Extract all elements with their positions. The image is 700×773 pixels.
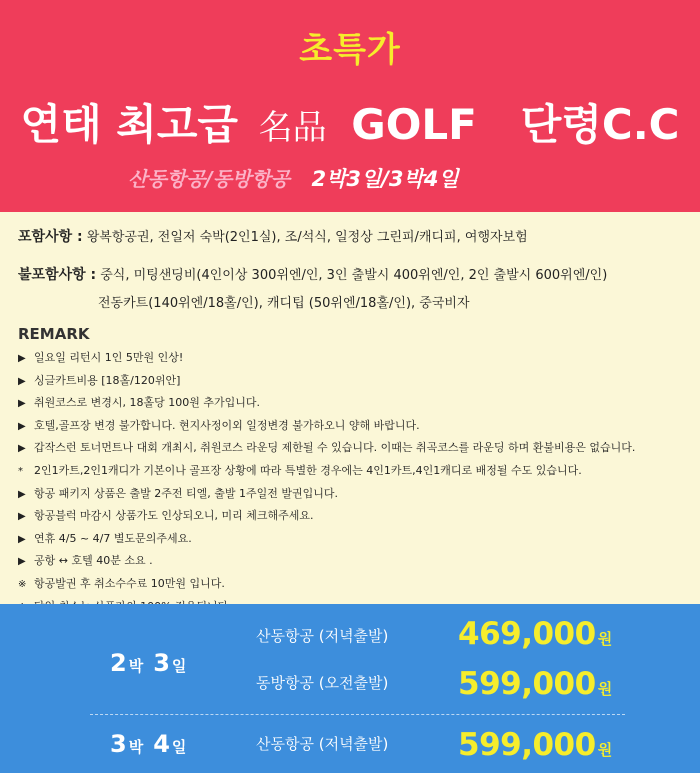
duration-days-number: 4: [153, 730, 170, 758]
route-label: 산동항공 (저녁출발): [256, 735, 389, 753]
duration-days-unit: 일: [171, 738, 187, 756]
page-title: [0, 92, 700, 152]
bullet-marker-icon: ▶: [18, 533, 26, 545]
remark-item: [18, 483, 688, 506]
bullet-marker-icon: ▶: [18, 353, 26, 364]
price-value: [458, 666, 612, 702]
subtitle: [128, 163, 459, 193]
remark-text: 항공발권 후 취소수수료 10만원 입니다.: [34, 576, 225, 590]
bullet-marker-icon: ▶: [18, 556, 26, 568]
bullet-marker-icon: *: [18, 465, 23, 477]
duration-2n3d: [110, 649, 196, 677]
title-golf: GOLF: [351, 100, 477, 149]
exclude-text-1: 중식, 미팅샌딩비(4인이상 300위엔/인, 3인 출발시 400위엔/인, 2인 출발시 600위엔/인): [100, 268, 608, 283]
bullet-marker-icon: ▶: [18, 420, 26, 432]
price-amount: 599,000: [458, 727, 596, 763]
duration-nights-unit: 박: [128, 657, 144, 675]
duration-days-number: 3: [153, 649, 170, 677]
bullet-marker-icon: ▶: [18, 398, 26, 410]
exclude-row: [18, 264, 688, 284]
remark-item: [18, 505, 688, 528]
remark-item: [18, 573, 688, 596]
include-row: [18, 226, 688, 246]
remark-text: 호텔,골프장 변경 불가합니다. 현지사정이외 일정변경 불가하오니 양해 바랍니다.: [34, 418, 420, 432]
price-unit: 원: [597, 680, 613, 698]
title-main: 연태 최고급: [20, 100, 238, 149]
remark-text: 항공블럭 마감시 상품가도 인상되오니, 미리 체크해주세요.: [34, 509, 314, 523]
bullet-marker-icon: ▶: [18, 443, 26, 455]
exclude-text-2: 전동카트(140위엔/18홀/인), 캐디팁 (50위엔/18홀/인), 중국비자: [98, 296, 470, 311]
route-label: 산동항공 (저녁출발): [256, 627, 389, 645]
bullet-marker-icon: ▶: [18, 375, 26, 387]
exclude-row-2: [18, 292, 688, 311]
duration-nights-number: 2: [110, 649, 127, 677]
remark-text: 2인1카트,2인1캐디가 기본이나 골프장 상황에 따라 특별한 경우에는 4인1카트,4인1캐디로 배정될 수도 있습니다.: [34, 463, 582, 477]
remark-text: 취원코스로 변경시, 18홀당 100원 추가입니다.: [34, 396, 260, 410]
remark-item: [18, 347, 688, 370]
price-amount: 599,000: [458, 666, 596, 702]
header-banner: [0, 0, 700, 212]
remark-text: 싱글카트비용 [18홀/120위안]: [34, 373, 181, 387]
remark-text: 항공 패키지 상품은 출발 2주전 티엘, 출발 1주일전 발권입니다.: [34, 486, 338, 500]
remark-item: [18, 392, 688, 415]
duration-nights-number: 3: [110, 730, 127, 758]
route-label: 동방항공 (오전출발): [256, 674, 389, 692]
remark-item: [18, 460, 688, 483]
remark-text: 연휴 4/5 ~ 4/7 별도문의주세요.: [34, 531, 192, 545]
remark-text: 일요일 리턴시 1인 5만원 인상!: [34, 351, 184, 364]
remark-item: [18, 370, 688, 393]
price-unit: 원: [597, 630, 613, 648]
tour-info: [18, 226, 688, 618]
duration-3n4d: [110, 730, 196, 758]
duration-nights-unit: 박: [128, 738, 144, 756]
remark-item: [18, 415, 688, 438]
price-unit: 원: [597, 741, 613, 759]
remark-item: [18, 528, 688, 551]
subtitle-airlines: 산동항공/동방항공: [128, 167, 290, 191]
title-club: 단령C.C: [520, 100, 680, 149]
remark-item: [18, 550, 688, 573]
subtitle-nights: 2박3일/3박4일: [311, 167, 459, 191]
price-panel: [0, 604, 700, 773]
price-value: [458, 616, 612, 652]
remark-item: [18, 437, 688, 460]
duration-days-unit: 일: [171, 657, 187, 675]
price-amount: 469,000: [458, 616, 596, 652]
price-value: [458, 727, 612, 763]
include-label: 포함사항 :: [18, 229, 83, 245]
exclude-label: 불포함사항 :: [18, 267, 97, 283]
remark-list: [18, 347, 688, 618]
bullet-marker-icon: ▶: [18, 488, 26, 500]
price-divider: [90, 714, 625, 715]
bullet-marker-icon: ※: [18, 578, 27, 590]
bullet-marker-icon: ▶: [18, 511, 26, 523]
special-price-badge: 초특가: [299, 30, 401, 70]
title-meihin: 名品: [258, 108, 327, 148]
remark-text: 공항 ↔ 호텔 40분 소요 .: [34, 554, 153, 568]
include-text: 왕복항공권, 전일저 숙박(2인1실), 조/석식, 일정상 그린피/캐디피, 여행자보험: [86, 230, 528, 245]
remark-title: REMARK: [18, 325, 90, 343]
remark-text: 갑작스런 토너먼트나 대회 개최시, 취원코스 라운딩 제한될 수 있습니다. 이때는 취곡코스를 라운딩 하며 환불비용은 없습니다.: [34, 441, 636, 455]
